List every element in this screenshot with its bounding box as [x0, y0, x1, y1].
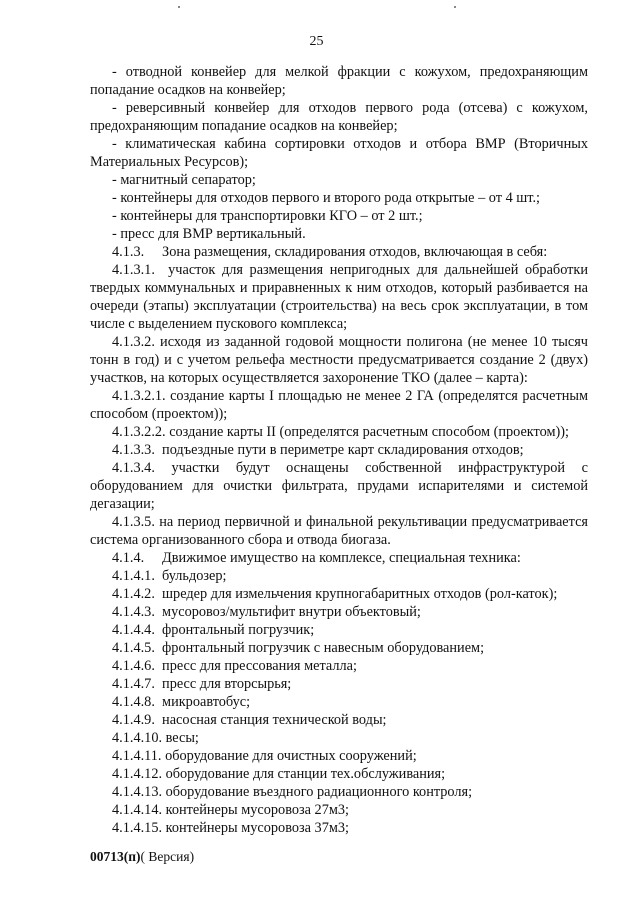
paragraph-reversible-conveyor: - реверсивный конвейер для отходов первого рода (отсева) с кожухом, предохраняющим попадание осадков на конвейер;: [90, 100, 588, 134]
section-4-1-3: 4.1.3. Зона размещения, складирования отходов, включающая в себя:: [112, 244, 548, 260]
paragraph-sorting-cabin: - климатическая кабина сортировки отходов и отбора ВМР (Вторичных Материальных Ресурсов);: [90, 136, 588, 170]
section-4-1-4-10: 4.1.4.10. весы;: [112, 730, 199, 746]
section-4-1-4-14: 4.1.4.14. контейнеры мусоровоза 27м3;: [112, 802, 350, 818]
section-4-1-4-8: 4.1.4.8. микроавтобус;: [112, 694, 251, 710]
section-4-1-4-9: 4.1.4.9. насосная станция технической воды;: [112, 712, 387, 728]
paragraph-magnetic-separator: - магнитный сепаратор;: [112, 172, 256, 188]
section-4-1-4-2: 4.1.4.2. шредер для измельчения крупногабаритных отходов (рол-каток);: [112, 586, 558, 602]
section-4-1-4-1: 4.1.4.1. бульдозер;: [112, 568, 227, 584]
scan-artifact-left: [178, 6, 180, 8]
section-4-1-4-5: 4.1.4.5. фронтальный погрузчик с навесным оборудованием;: [112, 640, 485, 656]
section-4-1-4-12: 4.1.4.12. оборудование для станции тех.обслуживания;: [112, 766, 446, 782]
section-4-1-3-2-1: 4.1.3.2.1. создание карты I площадью не менее 2 ГА (определятся расчетным способом (проектом));: [90, 388, 588, 422]
section-4-1-4-4: 4.1.4.4. фронтальный погрузчик;: [112, 622, 315, 638]
scan-artifact-right: [454, 6, 456, 8]
paragraph-kgo-containers: - контейнеры для транспортировки КГО – от 2 шт.;: [112, 208, 423, 224]
section-4-1-3-2: 4.1.3.2. исходя из заданной годовой мощности полигона (не менее 10 тысяч тонн в год) и с учетом рельефа местности предусматривается создание 2 (двух) участков, на которых осуществляется захоронение ТКО (далее – карта):: [90, 334, 588, 386]
section-4-1-4-7: 4.1.4.7. пресс для вторсырья;: [112, 676, 292, 692]
section-4-1-3-4: 4.1.3.4. участки будут оснащены собственной инфраструктурой с оборудованием для очистки фильтрата, прудами испарителями и системой дегазации;: [90, 460, 588, 512]
paragraph-vmr-press: - пресс для ВМР вертикальный.: [112, 226, 306, 242]
page-number: 25: [309, 34, 324, 49]
section-4-1-4-3: 4.1.4.3. мусоровоз/мультифит внутри объектовый;: [112, 604, 421, 620]
section-4-1-3-3: 4.1.3.3. подъездные пути в периметре карт складирования отходов;: [112, 442, 524, 458]
paragraph-outlet-conveyor: - отводной конвейер для мелкой фракции с кожухом, предохраняющим попадание осадков на конвейер;: [90, 64, 588, 98]
paragraph-waste-containers: - контейнеры для отходов первого и второго рода открытые – от 4 шт.;: [112, 190, 541, 206]
section-4-1-3-5: 4.1.3.5. на период первичной и финальной рекультивации предусматривается система организованного сбора и отвода биогаза.: [90, 514, 588, 548]
document-code: 00713(п): [90, 849, 141, 864]
section-4-1-4-13: 4.1.4.13. оборудование въездного радиационного контроля;: [112, 784, 473, 800]
section-4-1-3-2-2: 4.1.3.2.2. создание карты II (определятся расчетным способом (проектом));: [112, 424, 570, 440]
section-4-1-4-11: 4.1.4.11. оборудование для очистных сооружений;: [112, 748, 417, 764]
section-4-1-4-6: 4.1.4.6. пресс для прессования металла;: [112, 658, 357, 674]
document-body: [90, 63, 592, 837]
section-4-1-4: 4.1.4. Движимое имущество на комплексе, специальная техника:: [112, 550, 521, 566]
section-4-1-4-15: 4.1.4.15. контейнеры мусоровоза 37м3;: [112, 820, 350, 836]
document-footer: [90, 849, 194, 865]
section-4-1-3-1: 4.1.3.1. участок для размещения непригодных для дальнейшей обработки твердых коммунальных и приравненных к ним отходов, который разбивается на очереди (этапы) эксплуатации (строительства) на весь срок эксплуатации, в том числе с выделением пускового комплекса;: [90, 262, 592, 332]
document-version: ( Версия): [140, 849, 195, 864]
